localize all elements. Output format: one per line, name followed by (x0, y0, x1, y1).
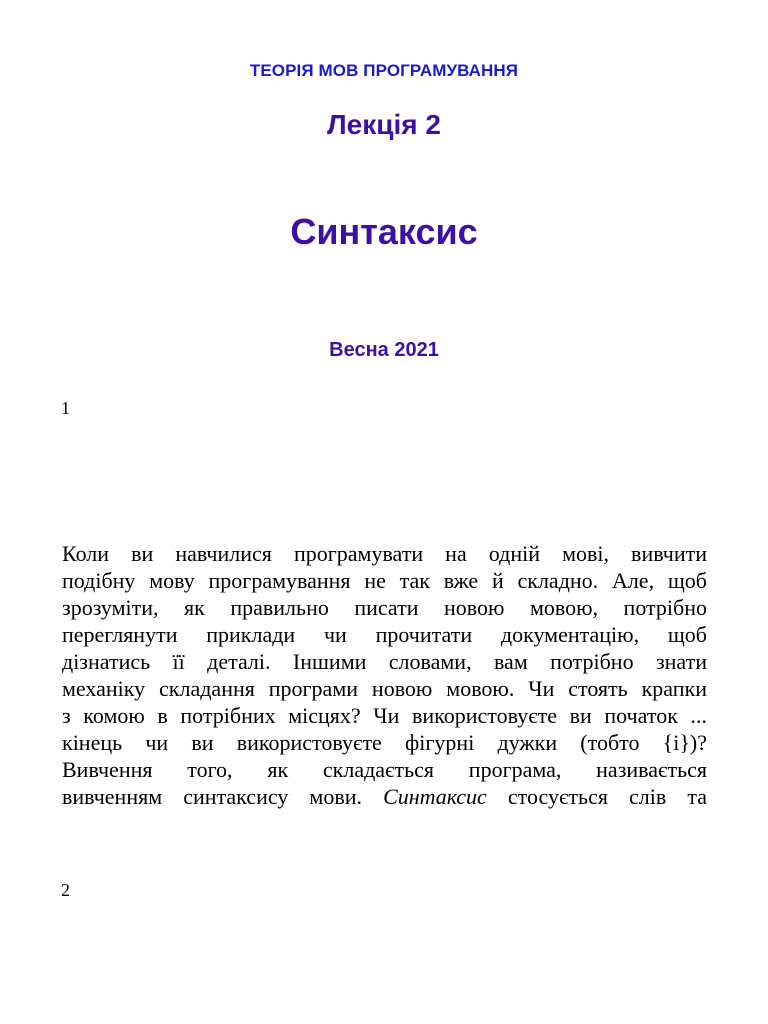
page-number-1: 1 (61, 398, 70, 418)
paragraph-text: вивченням синтаксису мови. (62, 784, 384, 809)
semester-label: Весна 2021 (329, 339, 439, 361)
paragraph-line-last (62, 783, 707, 810)
course-title: ТЕОРІЯ МОВ ПРОГРАМУВАННЯ (249, 61, 519, 80)
paragraph-line: Коли ви навчилися програмувати на одній мові, вивчити (62, 541, 707, 566)
paragraph-text: стосується слів та (486, 784, 707, 809)
paragraph-line: дізнатись її деталі. Іншими словами, вам потрібно знати (62, 649, 707, 674)
paragraph-line: Вивчення того, як складається програма, називається (62, 757, 707, 782)
body-paragraph (62, 540, 707, 810)
paragraph-line: механіку складання програми новою мовою. Чи стоять крапки (62, 676, 707, 701)
paragraph-line: переглянути приклади чи прочитати документацію, щоб (62, 622, 707, 647)
paragraph-line: кінець чи ви використовуєте фігурні дужки (тобто {і})? (62, 730, 707, 755)
page-number-2: 2 (61, 880, 70, 900)
lecture-topic: Синтаксис (290, 211, 478, 252)
syntax-term-emphasis: Синтаксис (383, 784, 487, 809)
paragraph-line: зрозуміти, як правильно писати новою мовою, потрібно (62, 595, 707, 620)
paragraph-line: з комою в потрібних місцях? Чи використовуєте ви початок ... (62, 703, 707, 728)
lecture-number: Лекція 2 (327, 109, 441, 140)
paragraph-line: подібну мову програмування не так вже й складно. Але, щоб (62, 568, 707, 593)
